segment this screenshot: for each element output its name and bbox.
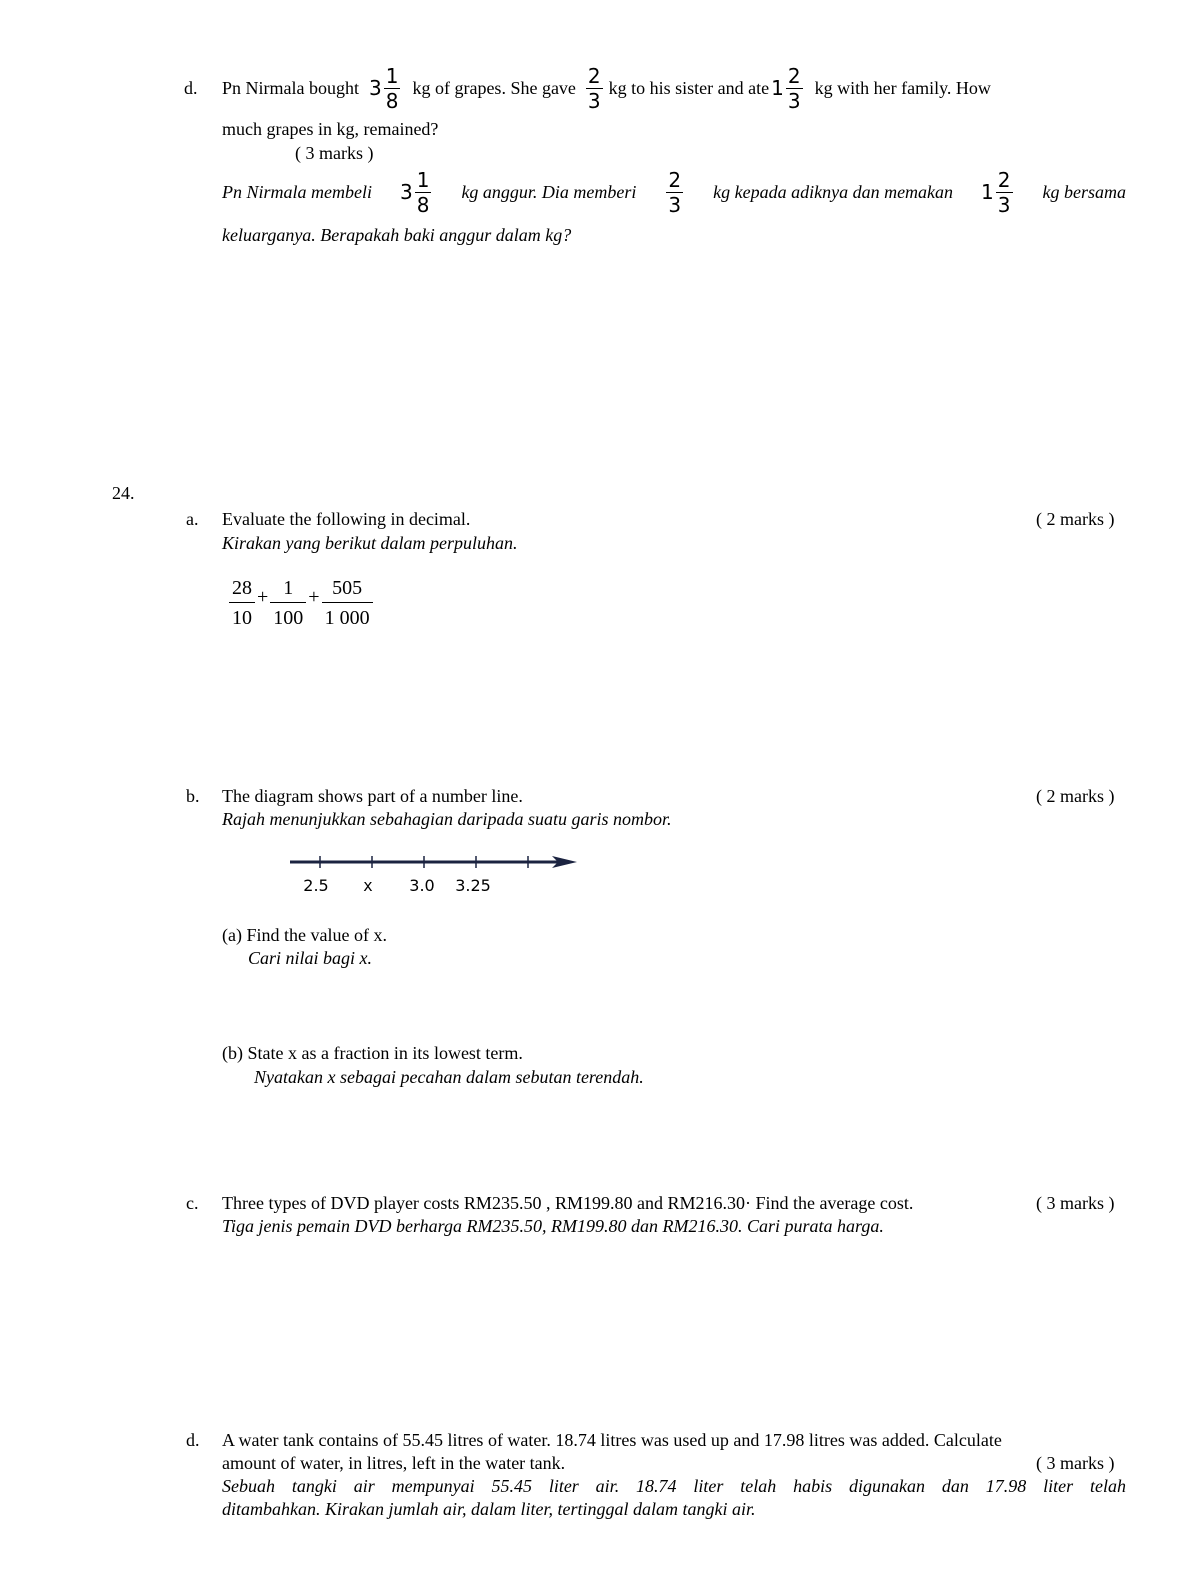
question-23d-malay-line2: keluarganya. Berapakah baki anggur dalam kg? [222, 225, 572, 245]
number-line-diagram [280, 840, 590, 905]
mixed-number [771, 63, 804, 113]
text: kg with her family. How [814, 77, 991, 98]
mixed-number [369, 63, 402, 113]
denominator: 3 [997, 192, 1011, 217]
whole-part: 3 [369, 76, 382, 100]
question-label: b. [186, 786, 200, 806]
text: kg to his sister and ate [608, 77, 770, 98]
sub-question-a-malay: Cari nilai bagi x. [248, 948, 373, 968]
tick-label-x: x [363, 876, 373, 895]
numerator: 1 [385, 63, 399, 88]
question-24d-malay-line2: ditambahkan. Kirakan jumlah air, dalam liter, tertinggal dalam tangki air. [222, 1499, 756, 1519]
sub-question-b-malay: Nyatakan x sebagai pecahan dalam sebutan terendah. [254, 1067, 644, 1087]
tick-label-2-5: 2.5 [303, 876, 329, 895]
fraction [270, 578, 306, 628]
plus-operator: + [308, 585, 320, 608]
sub-question-a-english: (a) Find the value of x. [222, 925, 387, 945]
numerator: 2 [997, 167, 1011, 192]
question-24a-malay: Kirakan yang berikut dalam perpuluhan. [222, 533, 518, 553]
fraction [586, 63, 603, 113]
text: kg anggur. Dia memberi [461, 181, 637, 202]
tick-label-3-25: 3.25 [455, 876, 491, 895]
text: Pn Nirmala membeli [222, 181, 372, 202]
question-24c-malay: Tiga jenis pemain DVD berharga RM235.50, RM199.80 dan RM216.30. Cari purata harga. [222, 1216, 884, 1236]
numerator: 1 [416, 167, 430, 192]
tick-label-3-0: 3.0 [409, 876, 435, 895]
fraction-expression [228, 578, 374, 628]
mixed-number [981, 167, 1014, 217]
whole-part: 3 [399, 180, 413, 204]
question-23d-malay-line1 [222, 164, 1126, 220]
marks-label: ( 3 marks ) [1036, 1193, 1115, 1213]
text: kg bersama [1042, 181, 1126, 202]
question-24d-malay-line1: Sebuah tangki air mempunyai 55.45 liter air. 18.74 liter telah habis digunakan dan 17.98 liter telah [222, 1476, 1126, 1496]
numerator: 2 [668, 167, 682, 192]
marks-label: ( 3 marks ) [1036, 1453, 1115, 1473]
denominator: 100 [273, 607, 304, 629]
plus-operator: + [257, 585, 269, 608]
question-number: 24. [112, 483, 135, 503]
question-label: d. [186, 1430, 200, 1450]
denominator: 8 [416, 192, 430, 217]
marks-label: ( 2 marks ) [1036, 509, 1115, 529]
text: Pn Nirmala bought [222, 77, 359, 98]
text: kg kepada adiknya dan memakan [713, 181, 954, 202]
question-label: c. [186, 1193, 199, 1213]
fraction [229, 578, 255, 628]
question-label: a. [186, 509, 199, 529]
question-24b-english: The diagram shows part of a number line. [222, 786, 523, 806]
denominator: 1 000 [324, 607, 370, 629]
mixed-number [399, 167, 433, 217]
marks-label: ( 2 marks ) [1036, 786, 1115, 806]
denominator: 3 [587, 88, 601, 113]
question-23d-english-line2: much grapes in kg, remained? [222, 119, 439, 139]
text: kg of grapes. She gave [412, 77, 576, 98]
numerator: 2 [587, 63, 601, 88]
whole-part: 1 [771, 76, 784, 100]
marks-label: ( 3 marks ) [295, 143, 374, 163]
whole-part: 1 [981, 180, 994, 204]
denominator: 8 [385, 88, 399, 113]
question-24c-english: Three types of DVD player costs RM235.50 , RM199.80 and RM216.30· Find the average cost. [222, 1193, 914, 1213]
numerator: 2 [787, 63, 801, 88]
sub-question-b-english: (b) State x as a fraction in its lowest term. [222, 1043, 523, 1063]
question-24b-malay: Rajah menunjukkan sebahagian daripada suatu garis nombor. [222, 809, 672, 829]
question-24d-english-line1: A water tank contains of 55.45 litres of water. 18.74 litres was used up and 17.98 litres was added. Calculate [222, 1430, 1002, 1450]
denominator: 3 [787, 88, 801, 113]
fraction [666, 167, 683, 217]
numerator: 505 [322, 578, 373, 603]
question-24d-english-line2: amount of water, in litres, left in the water tank. [222, 1453, 566, 1473]
fraction [322, 578, 373, 628]
question-label: d. [184, 78, 198, 98]
denominator: 3 [668, 192, 682, 217]
numerator: 1 [270, 578, 306, 603]
denominator: 10 [232, 607, 252, 629]
question-23d-english-line1 [222, 60, 991, 116]
question-24a-english: Evaluate the following in decimal. [222, 509, 471, 529]
numerator: 28 [229, 578, 255, 603]
